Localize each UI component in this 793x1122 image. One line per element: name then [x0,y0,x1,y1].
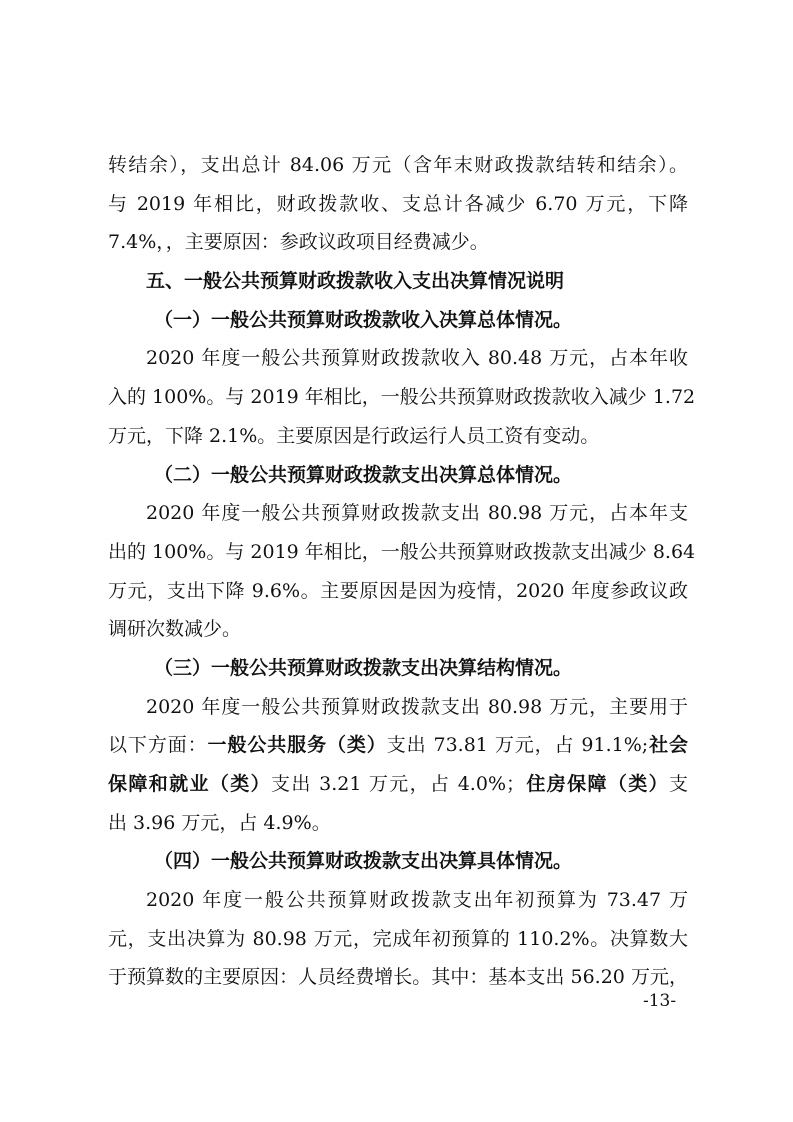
text-line: 2020 年度一般公共预算财政拨款收入 80.48 万元，占本年收 [146,347,688,370]
text-line: 于预算数的主要原因：人员经费增长。其中：基本支出 56.20 万元， [108,966,688,989]
section-heading: 五、一般公共预算财政拨款收入支出决算情况说明 [146,270,565,293]
text-line: 出的 100%。与 2019 年相比，一般公共预算财政拨款支出减少 8.64 [108,540,696,563]
bold-category: 住房保障（类） [525,773,669,795]
text-span: 支 [668,773,688,795]
text-line: 与 2019 年相比，财政拨款收、支总计各减少 6.70 万元，下降 [108,192,688,215]
text-line: 出 3.96 万元，占 4.9%。 [108,811,331,834]
subsection-heading: （一）一般公共预算财政拨款收入决算总体情况。 [154,308,573,331]
text-line: 调研次数减少。 [108,618,242,641]
text-line: 转结余），支出总计 84.06 万元（含年末财政拨款结转和结余）。 [108,154,688,176]
bold-category: 保障和就业（类） [108,773,271,795]
bold-category: 一般公共服务（类） [207,734,387,757]
subsection-heading: （四）一般公共预算财政拨款支出决算具体情况。 [154,850,573,873]
document-body [108,146,696,997]
text-line: 2020 年度一般公共预算财政拨款支出 80.98 万元，占本年支 [146,502,688,525]
text-line: 万元，下降 2.1%。主要原因是行政运行人员工资有变动。 [108,424,600,447]
text-line: 万元，支出下降 9.6%。主要原因是因为疫情，2020 年度参政议政 [108,579,688,602]
subsection-heading: （二）一般公共预算财政拨款支出决算总体情况。 [154,463,573,486]
text-line: 入的 100%。与 2019 年相比，一般公共预算财政拨款收入减少 1.72 [108,386,696,409]
text-span: 以下方面： [108,734,208,757]
subsection-heading: （三）一般公共预算财政拨款支出决算结构情况。 [154,656,573,679]
text-line: 7.4%，，主要原因：参政议政项目经费减少。 [108,231,489,254]
text-line: 2020 年度一般公共预算财政拨款支出 80.98 万元，主要用于 [146,695,688,718]
text-line [108,765,688,804]
text-line [108,726,688,765]
text-line: 元，支出决算为 80.98 万元，完成年初预算的 110.2%。决算数大 [108,927,688,950]
page-number: -13- [643,991,677,1011]
text-span: 支出 3.21 万元，占 4.0%； [270,773,525,795]
text-span: 支出 73.81 万元，占 91.1%; [386,734,649,757]
bold-category: 社会 [648,734,688,757]
text-line: 2020 年度一般公共预算财政拨款支出年初预算为 73.47 万 [146,889,688,912]
